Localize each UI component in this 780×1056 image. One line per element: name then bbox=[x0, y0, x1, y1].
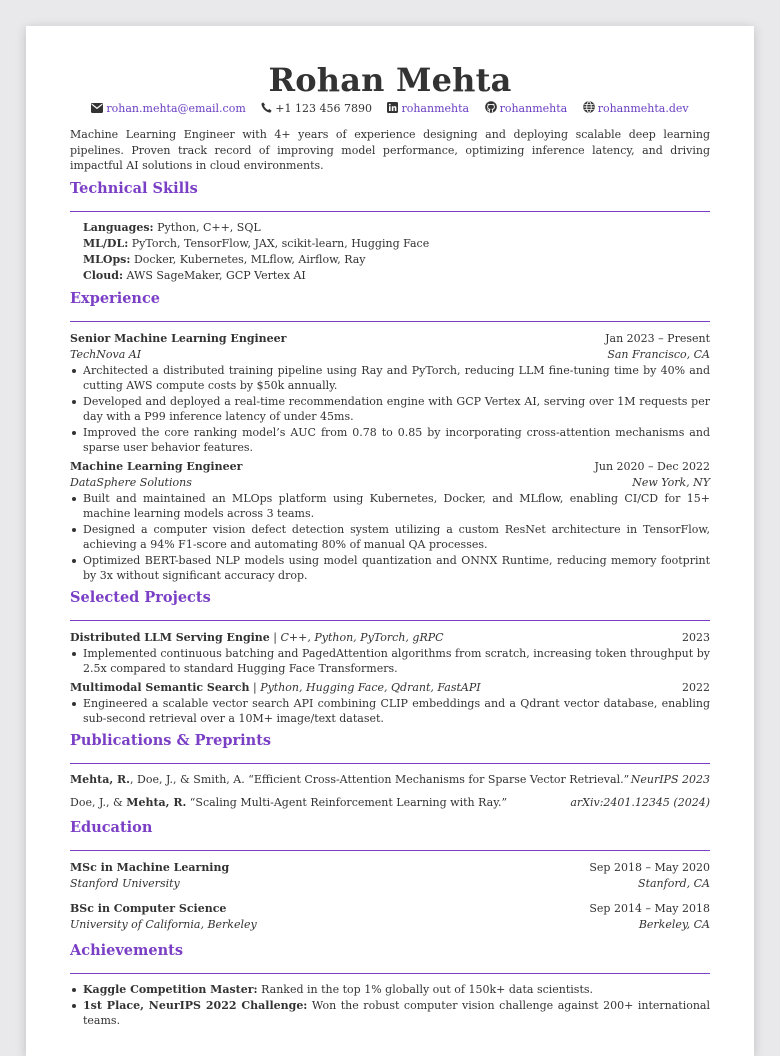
experience-entry bbox=[70, 330, 710, 455]
section-title-skills: Technical Skills bbox=[70, 179, 198, 197]
pub-venue: arXiv:2401.12345 (2024) bbox=[570, 795, 710, 809]
github-link[interactable] bbox=[485, 101, 568, 117]
skill-row bbox=[83, 220, 710, 236]
section-divider bbox=[70, 850, 710, 851]
candidate-name: Rohan Mehta bbox=[268, 61, 512, 99]
list-item: Optimized BERT-based NLP models using model quantization and ONNX Runtime, reducing memory footprint by 3x without significant accuracy drop. bbox=[70, 553, 710, 583]
list-item bbox=[70, 982, 710, 997]
project-tech: Python, Hugging Face, Qdrant, FastAPI bbox=[260, 680, 481, 694]
project-entry bbox=[70, 679, 710, 726]
job-bullets bbox=[70, 491, 710, 583]
skill-label: Languages: bbox=[83, 220, 154, 234]
list-item: Designed a computer vision defect detection system utilizing a custom ResNet architecture in TensorFlow, achieving a 94% F1-score and automating 80% of manual QA processes. bbox=[70, 522, 710, 552]
education-entry bbox=[70, 900, 710, 933]
skills-list bbox=[70, 220, 710, 284]
linkedin-link[interactable] bbox=[387, 102, 469, 117]
list-item: Engineered a scalable vector search API combining CLIP embeddings and a Qdrant vector database, enabling sub-second retrieval over a 10M+ image/text dataset. bbox=[70, 696, 710, 726]
section-title-education: Education bbox=[70, 818, 153, 836]
section-title-publications: Publications & Preprints bbox=[70, 731, 272, 749]
globe-icon bbox=[583, 101, 595, 117]
project-year: 2022 bbox=[682, 680, 710, 694]
section-divider bbox=[70, 211, 710, 212]
skill-label: MLOps: bbox=[83, 252, 131, 266]
github-text: rohanmehta bbox=[499, 102, 568, 115]
job-location: New York, NY bbox=[632, 475, 710, 489]
section-divider bbox=[70, 763, 710, 764]
list-item: Developed and deployed a real-time recommendation engine with GCP Vertex AI, serving over 1M requests per day with a P99 inference latency of under 45ms. bbox=[70, 394, 710, 424]
company-name: TechNova AI bbox=[70, 347, 142, 361]
degree-name: BSc in Computer Science bbox=[70, 901, 227, 915]
phone-contact[interactable] bbox=[261, 102, 372, 117]
achievement-label: 1st Place, NeurIPS 2022 Challenge: bbox=[83, 998, 308, 1012]
resume-page bbox=[26, 26, 754, 1056]
list-item bbox=[70, 998, 710, 1028]
pub-author-self: Mehta, R. bbox=[70, 772, 131, 786]
phone-icon bbox=[261, 102, 272, 117]
school-name: University of California, Berkeley bbox=[70, 917, 257, 931]
list-item: Architected a distributed training pipeline using Ray and PyTorch, reducing LLM fine-tuning time by 40% and cutting AWS compute costs by $50k annually. bbox=[70, 363, 710, 393]
envelope-icon bbox=[91, 103, 103, 117]
project-name: Distributed LLM Serving Engine bbox=[70, 630, 270, 644]
section-title-achievements: Achievements bbox=[70, 941, 183, 959]
pub-venue: NeurIPS 2023 bbox=[630, 772, 710, 786]
pub-citation: “Scaling Multi-Agent Reinforcement Learning with Ray.” bbox=[186, 795, 508, 809]
project-entry bbox=[70, 629, 710, 676]
project-tech: C++, Python, PyTorch, gRPC bbox=[280, 630, 444, 644]
section-divider bbox=[70, 973, 710, 974]
skill-label: Cloud: bbox=[83, 268, 124, 282]
skill-value: Docker, Kubernetes, MLflow, Airflow, Ray bbox=[133, 252, 366, 266]
job-title: Senior Machine Learning Engineer bbox=[70, 331, 287, 345]
phone-text: +1 123 456 7890 bbox=[275, 102, 372, 115]
company-name: DataSphere Solutions bbox=[70, 475, 192, 489]
skill-row bbox=[83, 268, 710, 284]
email-text: rohan.mehta@email.com bbox=[106, 102, 246, 115]
job-dates: Jun 2020 – Dec 2022 bbox=[594, 459, 710, 473]
achievement-text: Ranked in the top 1% globally out of 150k+ data scientists. bbox=[257, 982, 594, 996]
project-name: Multimodal Semantic Search bbox=[70, 680, 250, 694]
job-title: Machine Learning Engineer bbox=[70, 459, 243, 473]
skill-row bbox=[83, 252, 710, 268]
skill-label: ML/DL: bbox=[83, 236, 129, 250]
degree-name: MSc in Machine Learning bbox=[70, 860, 230, 874]
school-location: Berkeley, CA bbox=[638, 917, 710, 931]
website-text: rohanmehta.dev bbox=[597, 102, 689, 115]
achievement-text: Won the robust computer vision challenge against 200+ international teams. bbox=[83, 998, 710, 1027]
linkedin-icon bbox=[387, 102, 398, 117]
project-year: 2023 bbox=[682, 630, 710, 644]
publication-entry bbox=[70, 772, 710, 788]
education-dates: Sep 2014 – May 2018 bbox=[589, 901, 710, 915]
pub-citation: , Doe, J., & Smith, A. “Efficient Cross-Attention Mechanisms for Sparse Vector Retrieval.” bbox=[130, 772, 630, 786]
skill-row bbox=[83, 236, 710, 252]
skill-value: PyTorch, TensorFlow, JAX, scikit-learn, Hugging Face bbox=[131, 236, 430, 250]
education-entry bbox=[70, 859, 710, 892]
contact-bar bbox=[70, 101, 710, 117]
linkedin-text: rohanmehta bbox=[401, 102, 470, 115]
resume-content bbox=[70, 26, 710, 1029]
achievements-list bbox=[70, 982, 710, 1028]
project-separator: | bbox=[249, 680, 261, 694]
list-item: Built and maintained an MLOps platform using Kubernetes, Docker, and MLflow, enabling CI/CD for 15+ machine learning models across 3 teams. bbox=[70, 491, 710, 521]
job-location: San Francisco, CA bbox=[607, 347, 710, 361]
section-title-projects: Selected Projects bbox=[70, 588, 211, 606]
section-divider bbox=[70, 321, 710, 322]
experience-entry bbox=[70, 458, 710, 583]
section-title-experience: Experience bbox=[70, 289, 161, 307]
github-icon bbox=[485, 101, 497, 117]
school-location: Stanford, CA bbox=[638, 876, 710, 890]
list-item: Improved the core ranking model’s AUC from 0.78 to 0.85 by incorporating cross-attention mechanisms and sparse user behavior features. bbox=[70, 425, 710, 455]
project-separator: | bbox=[269, 630, 281, 644]
publication-entry bbox=[70, 795, 710, 811]
email-link[interactable] bbox=[91, 102, 245, 117]
professional-summary: Machine Learning Engineer with 4+ years of experience designing and deploying scalable deep learning pipelines. Proven track record of improving model performance, optimizing inference latency, and driving impactful AI solutions in cloud environments. bbox=[70, 128, 710, 172]
school-name: Stanford University bbox=[70, 876, 180, 890]
job-dates: Jan 2023 – Present bbox=[605, 331, 710, 345]
project-bullets bbox=[70, 646, 710, 676]
pub-author-self: Mehta, R. bbox=[126, 795, 187, 809]
skill-value: AWS SageMaker, GCP Vertex AI bbox=[126, 268, 306, 282]
website-link[interactable] bbox=[583, 101, 689, 117]
achievement-label: Kaggle Competition Master: bbox=[83, 982, 258, 996]
project-bullets bbox=[70, 696, 710, 726]
pub-authors-pre: Doe, J., & bbox=[70, 795, 127, 809]
skill-value: Python, C++, SQL bbox=[157, 220, 261, 234]
education-dates: Sep 2018 – May 2020 bbox=[589, 860, 710, 874]
list-item: Implemented continuous batching and PagedAttention algorithms from scratch, increasing token throughput by 2.5x compared to standard Hugging Face Transformers. bbox=[70, 646, 710, 676]
job-bullets bbox=[70, 363, 710, 455]
section-divider bbox=[70, 620, 710, 621]
